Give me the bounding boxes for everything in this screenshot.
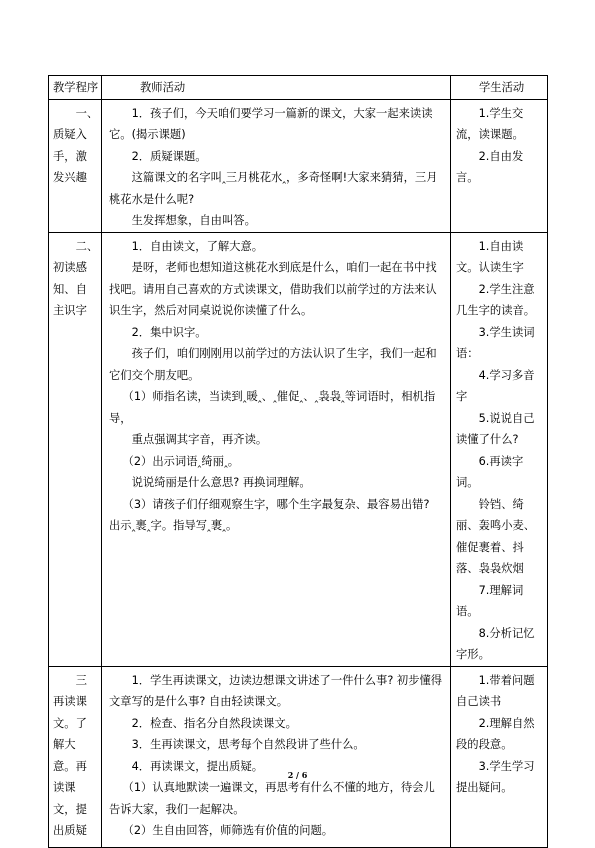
header-teacher-cell — [102, 76, 451, 100]
student-paragraph: 3.学生读词语： — [456, 325, 535, 360]
student-cell — [451, 232, 548, 666]
stage-number: 一、 — [75, 106, 99, 120]
teacher-paragraph: （1）师指名读，当读到‸暖‸、‸催促‸、‸袅袅‸等词语时，相机指导， — [109, 390, 436, 425]
teacher-paragraph: 说说绮丽是什么意思? 再换词理解。 — [131, 476, 311, 489]
teacher-cell — [102, 666, 451, 847]
student-paragraph: 1.学生交流，读课题。 — [456, 106, 524, 141]
teacher-cell — [102, 232, 451, 666]
teacher-paragraph: 生发挥想象，自由叫答。 — [131, 214, 256, 227]
teacher-paragraph: 1．学生再读课文，边读边想课文讲述了一件什么事? 初步懂得文章写的是什么事? 自由轻读课文。 — [109, 673, 443, 708]
teacher-paragraph: 孩子们，咱们刚刚用以前学过的方法认识了生字，我们一起和它们交个朋友吧。 — [109, 347, 437, 382]
student-paragraph: 6.再读字词。 — [456, 454, 524, 489]
header-stage-cell — [49, 76, 102, 100]
teacher-paragraph: 2．集中识字。 — [131, 325, 207, 339]
header-student-cell — [451, 76, 548, 100]
table-row — [49, 666, 548, 847]
teacher-paragraph: （2）生自由回答，师筛选有价值的问题。 — [122, 824, 334, 837]
page-number: 2 / 6 — [287, 770, 308, 780]
table-header-row — [49, 76, 548, 100]
table-row — [49, 232, 548, 666]
student-cell — [451, 666, 548, 847]
stage-title: 质疑入手，激发兴趣 — [53, 128, 87, 184]
header-teacher: 教师活动 — [140, 81, 186, 94]
teacher-paragraph: 2．检查、指名分自然段读课文。 — [131, 716, 297, 730]
stage-cell — [49, 99, 102, 232]
teacher-paragraph: 1．自由读文，了解大意。 — [131, 239, 264, 253]
teacher-paragraph: （3）请孩子们仔细观察生字，哪个生字最复杂、最容易出错? 出示‸裹‸字。指导写‸裹‸。 — [109, 497, 430, 532]
student-paragraph: 1.带着问题自己读书 — [456, 673, 535, 708]
student-paragraph: 铃铛、绮丽、轰鸣小麦、催促裹着、抖落、袅袅炊烟 — [456, 497, 536, 575]
student-paragraph: 5.说说自己读懂了什么? — [456, 411, 535, 446]
header-student: 学生活动 — [479, 81, 525, 94]
teacher-paragraph: 是呀，老师也想知道这桃花水到底是什么，咱们一起在书中找找吧。请用自己喜欢的方式读课文，借助我们以前学过的方法来认识生字，然后对同桌说说你读懂了什么。 — [109, 261, 437, 317]
student-paragraph: 2.学生注意几生字的读音。 — [456, 282, 536, 317]
student-paragraph: 4.学习多音字 — [456, 368, 535, 403]
student-paragraph: 3.学生学习提出疑问。 — [456, 759, 535, 794]
table-row — [49, 99, 548, 232]
student-cell — [451, 99, 548, 232]
teacher-paragraph: 这篇课文的名字叫‸三月桃花水‸，多奇怪啊!大家来猜猜，三月桃花水是什么呢? — [109, 171, 438, 206]
teacher-paragraph: （2）出示词语‸绮丽‸。 — [122, 454, 240, 468]
student-paragraph: 8.分析记忆字形。 — [456, 626, 535, 661]
teacher-paragraph: 4．再读课文，提出质疑。 — [131, 759, 264, 773]
student-paragraph: 2.理解自然段的段意。 — [456, 716, 535, 751]
student-paragraph: 1.自由读文。认读生字 — [456, 239, 524, 274]
stage-title: 三再读课文。了解大意。再读课文，提出质疑 — [53, 673, 87, 837]
stage-cell — [49, 666, 102, 847]
student-paragraph: 7.理解词语。 — [456, 583, 524, 618]
header-stage: 教学程序 — [53, 81, 99, 94]
teacher-paragraph: （1）认真地默读一遍课文，再思考有什么不懂的地方，待会儿告诉大家，我们一起解决。 — [109, 781, 435, 816]
teacher-paragraph: 2．质疑课题。 — [131, 149, 207, 163]
student-paragraph: 2.自由发言。 — [456, 149, 524, 184]
stage-number: 二、 — [75, 239, 99, 253]
stage-title: 初读感知、自主识字 — [53, 261, 87, 317]
stage-cell — [49, 232, 102, 666]
teacher-cell — [102, 99, 451, 232]
teacher-paragraph: 重点强调其字音，再齐读。 — [131, 433, 268, 446]
teacher-paragraph: 1．孩子们，今天咱们要学习一篇新的课文，大家一起来读读它。(揭示课题) — [109, 106, 433, 141]
teacher-paragraph: 3．生再读课文，思考每个自然段讲了些什么。 — [131, 738, 365, 751]
lesson-plan-table — [48, 75, 548, 848]
